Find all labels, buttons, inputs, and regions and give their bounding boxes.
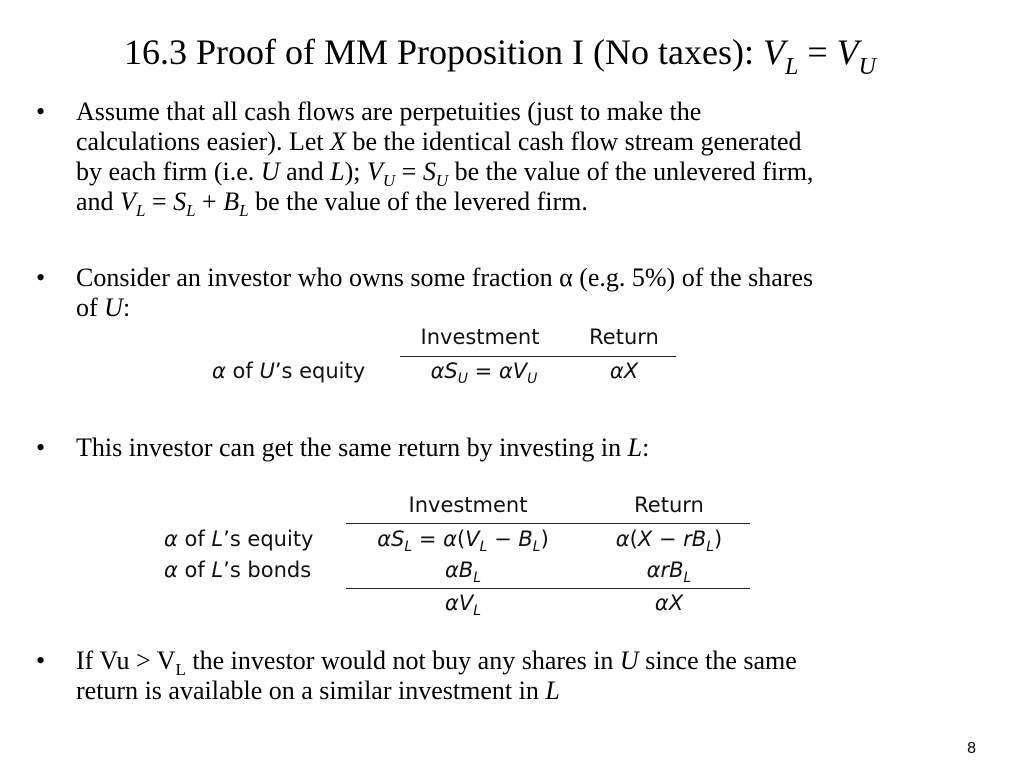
table-row-label-bonds: α of L’s bonds [164, 558, 312, 582]
table-cell-investment-total: $\alpha V_L$ [444, 591, 482, 619]
slide-title [0, 30, 1000, 80]
bullet-text: If $Vu > V_L$ the investor would not buy any shares in U since the same return is available on a similar investment in L [76, 646, 797, 705]
title-equals: = [798, 32, 837, 72]
title-v-u: $V_U$ [836, 32, 876, 80]
page-number: 8 [967, 740, 976, 757]
table-cell-investment-bonds: $\alpha B_L$ [444, 558, 482, 586]
title-text: 16.3 Proof of MM Proposition I (No taxes): [124, 32, 763, 72]
table-row-label: α of U’s equity [212, 359, 366, 383]
table-header-rule [400, 356, 676, 357]
table-cell-return-bonds: αrB$_L$ [646, 558, 692, 586]
bullet-dot-icon: • [36, 433, 46, 462]
bullet-dot-icon: • [36, 97, 46, 126]
bullet-text: This investor can get the same return by investing in L: [76, 433, 650, 462]
table-header-investment: Investment [420, 325, 540, 349]
table-cell-return-equity: $\alpha(X - rB_L)$ [615, 527, 723, 555]
bullet-text: Consider an investor who owns some fraction α (e.g. 5%) of the shares of U: [76, 263, 814, 322]
table-cell-return: αX [609, 359, 639, 383]
table-header-investment: Investment [408, 493, 528, 517]
table-row-label-equity: α of L’s equity [164, 527, 314, 551]
table-cell-investment-equity: $\alpha S_L = \alpha(V_L - B_L)$ [377, 527, 549, 555]
bullet-dot-icon: • [36, 263, 46, 292]
table-u-equity [210, 325, 690, 395]
table-cell-investment: $\alpha S_U = \alpha V_U$ [430, 359, 538, 387]
table-total-rule [346, 588, 750, 589]
table-header-rule [346, 523, 750, 524]
bullet-dot-icon: • [36, 646, 46, 675]
title-v-l: $V_L$ [762, 32, 799, 80]
table-l-portfolio [162, 493, 762, 623]
bullet-text: Assume that all cash flows are perpetuities (just to make the calculations easier). Let X be the identical cash flow stream generated by each firm (i.e. U and L); $V_U = S_U$ be the value of the unlevered firm, and $V_L = S_L + B_L$ be the value of the levered firm. [76, 97, 814, 220]
table-cell-return-total: αX [654, 591, 684, 615]
table-header-return: Return [589, 325, 659, 349]
table-header-return: Return [634, 493, 704, 517]
